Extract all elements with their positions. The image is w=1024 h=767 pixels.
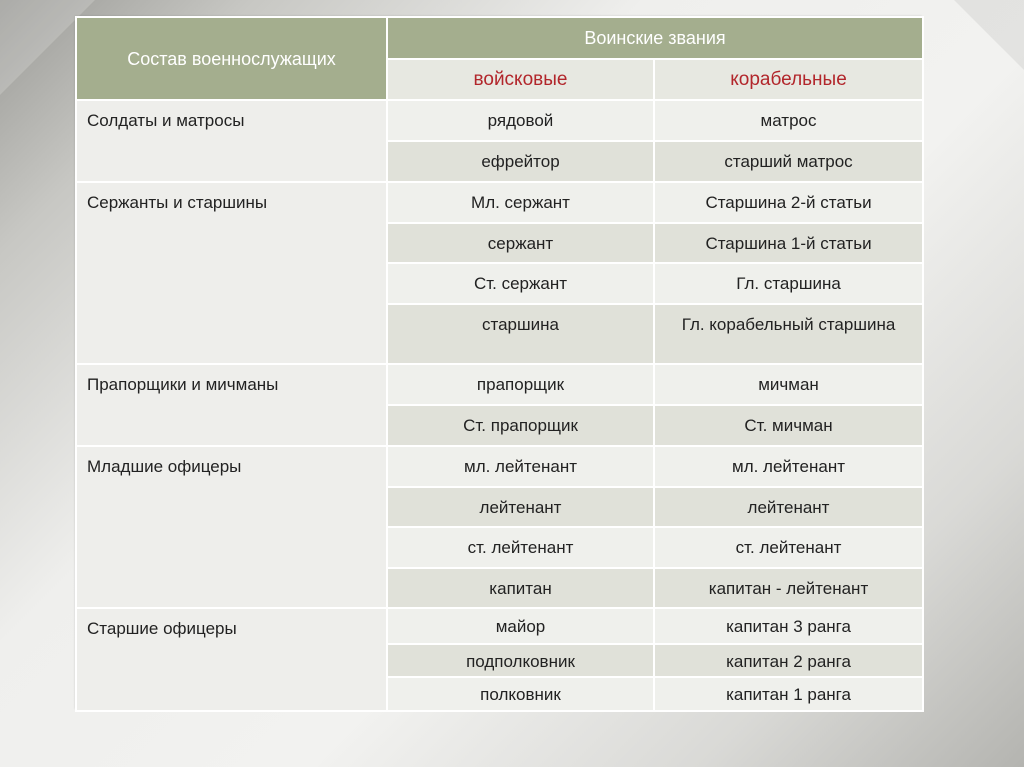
army-rank-cell: полковник (387, 677, 654, 711)
group-soldiers-sailors: Солдаты и матросы (76, 100, 387, 182)
table-row (76, 364, 923, 405)
table-row (76, 100, 923, 141)
group-senior-officers: Старшие офицеры (76, 608, 387, 711)
navy-rank-cell: Гл. старшина (654, 263, 923, 304)
navy-rank-cell: мл. лейтенант (654, 446, 923, 487)
group-sergeants-petty-officers: Сержанты и старшины (76, 182, 387, 364)
navy-rank-cell: Гл. корабельный старшина (654, 304, 923, 364)
header-navy-ranks: корабельные (654, 59, 923, 100)
army-rank-cell: Ст. прапорщик (387, 405, 654, 446)
navy-rank-cell: лейтенант (654, 487, 923, 527)
army-rank-cell: майор (387, 608, 654, 644)
table-row (76, 608, 923, 644)
navy-rank-cell: мичман (654, 364, 923, 405)
army-rank-cell: Мл. сержант (387, 182, 654, 223)
army-rank-cell: ст. лейтенант (387, 527, 654, 568)
navy-rank-cell: капитан - лейтенант (654, 568, 923, 608)
army-rank-cell: старшина (387, 304, 654, 364)
army-rank-cell: лейтенант (387, 487, 654, 527)
army-rank-cell: рядовой (387, 100, 654, 141)
ranks-table-container (75, 16, 922, 709)
navy-rank-cell: Ст. мичман (654, 405, 923, 446)
corner-shade-decoration (954, 0, 1024, 70)
group-warrant-officers: Прапорщики и мичманы (76, 364, 387, 446)
navy-rank-cell: капитан 3 ранга (654, 608, 923, 644)
table-row (76, 446, 923, 487)
navy-rank-cell: матрос (654, 100, 923, 141)
navy-rank-cell: капитан 2 ранга (654, 644, 923, 677)
table-row (76, 182, 923, 223)
ranks-table (75, 16, 924, 712)
navy-rank-cell: ст. лейтенант (654, 527, 923, 568)
navy-rank-cell: Старшина 2-й статьи (654, 182, 923, 223)
army-rank-cell: сержант (387, 223, 654, 263)
army-rank-cell: прапорщик (387, 364, 654, 405)
army-rank-cell: капитан (387, 568, 654, 608)
army-rank-cell: Ст. сержант (387, 263, 654, 304)
header-composition: Состав военнослужащих (76, 17, 387, 100)
header-army-ranks: войсковые (387, 59, 654, 100)
group-junior-officers: Младшие офицеры (76, 446, 387, 608)
navy-rank-cell: капитан 1 ранга (654, 677, 923, 711)
navy-rank-cell: Старшина 1-й статьи (654, 223, 923, 263)
header-military-ranks: Воинские звания (387, 17, 923, 59)
army-rank-cell: подполковник (387, 644, 654, 677)
army-rank-cell: ефрейтор (387, 141, 654, 182)
navy-rank-cell: старший матрос (654, 141, 923, 182)
army-rank-cell: мл. лейтенант (387, 446, 654, 487)
